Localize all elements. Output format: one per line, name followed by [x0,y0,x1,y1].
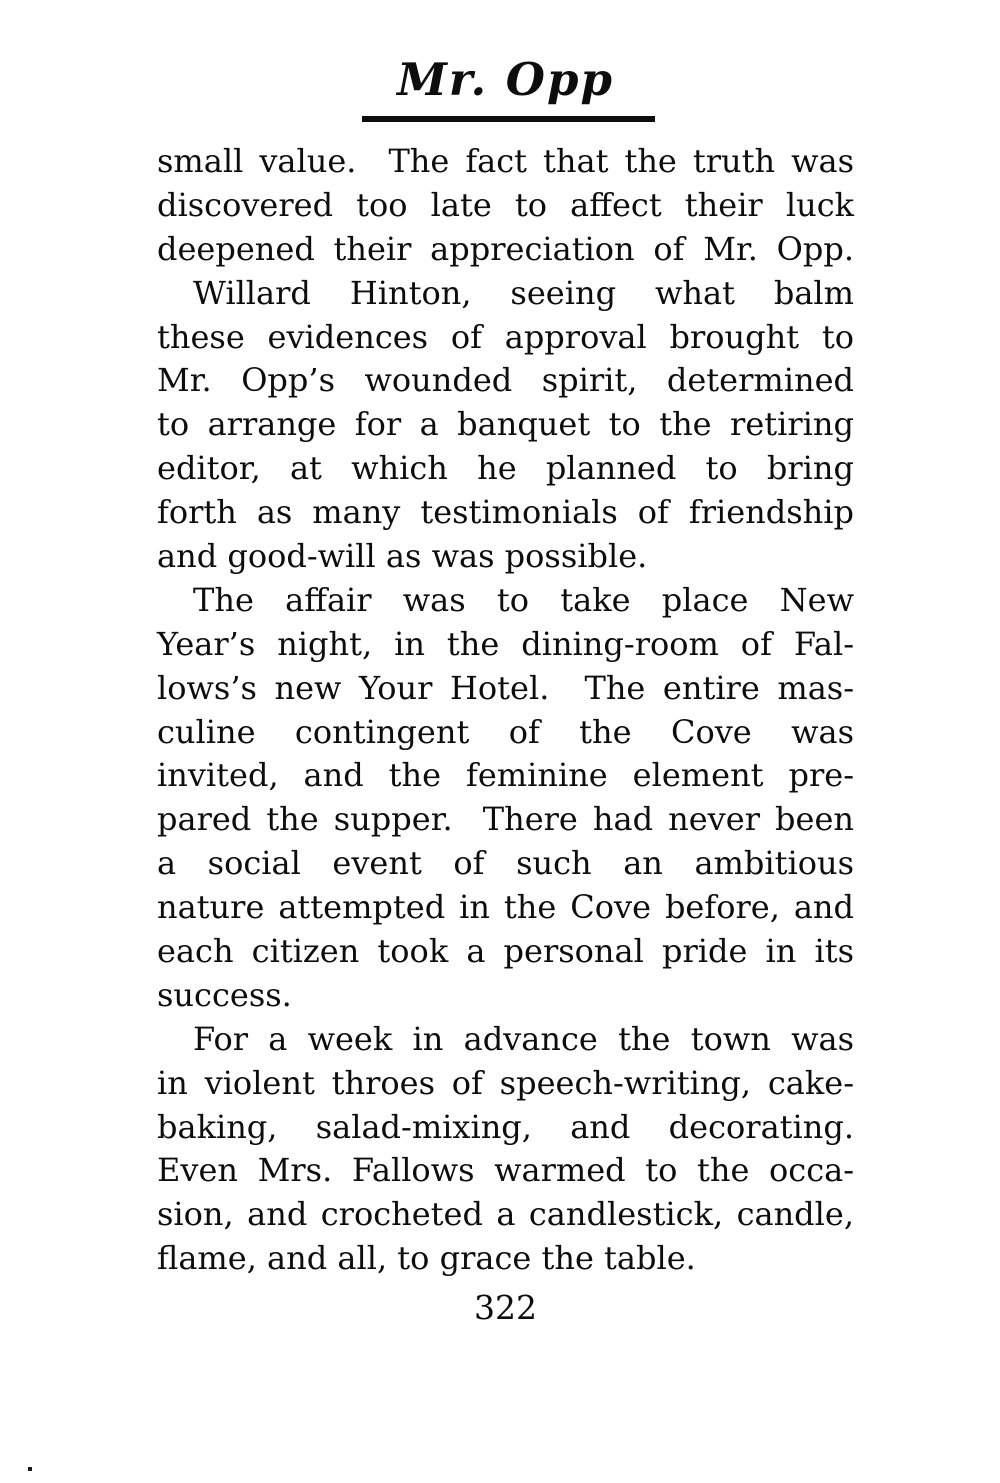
text-line: culine contingent of the Cove was [157,712,854,751]
text-line: baking, salad-mixing, and decorating. [157,1107,854,1146]
text-line: deepened their appreciation of Mr. Opp. [157,229,854,268]
text-line: For a week in advance the town was [193,1019,854,1058]
body-text [157,140,854,1281]
text-line: small value. The fact that the truth was [157,142,854,180]
text-line: invited, and the feminine element pre- [157,756,854,795]
text-line: editor, at which he planned to bring [157,449,854,488]
text-line: pared the supper. There had never been [157,800,854,839]
text-line: Year’s night, in the dining-room of Fal- [157,624,854,663]
text-line: a social event of such an ambitious [157,844,854,883]
text-line: discovered too late to affect their luck [157,185,854,224]
page-number: 322 [474,1288,537,1327]
text-line: The affair was to take place New [193,580,854,619]
text-line: Willard Hinton, seeing what balm [193,273,854,312]
text-line: flame, and all, to grace the table. [157,1239,696,1278]
text-line: nature attempted in the Cove before, and [157,888,854,927]
text-line: and good-will as was possible. [157,537,648,576]
text-line: sion, and crocheted a candlestick, candle, [157,1195,854,1234]
header-rule [362,116,655,122]
text-line: lows’s new Your Hotel. The entire mas- [157,668,854,707]
text-line: Mr. Opp’s wounded spirit, determined [157,361,854,400]
text-line: each citizen took a personal pride in its [157,932,854,971]
text-line: Even Mrs. Fallows warmed to the occa- [157,1151,854,1190]
page-title: Mr. Opp [397,53,614,106]
text-line: these evidences of approval brought to [157,317,854,356]
scan-speck [28,1467,32,1471]
text-line: forth as many testimonials of friendship [157,493,854,532]
text-line: to arrange for a banquet to the retiring [157,405,854,444]
text-line: in violent throes of speech-writing, cake- [157,1063,854,1102]
text-line: success. [157,975,292,1014]
